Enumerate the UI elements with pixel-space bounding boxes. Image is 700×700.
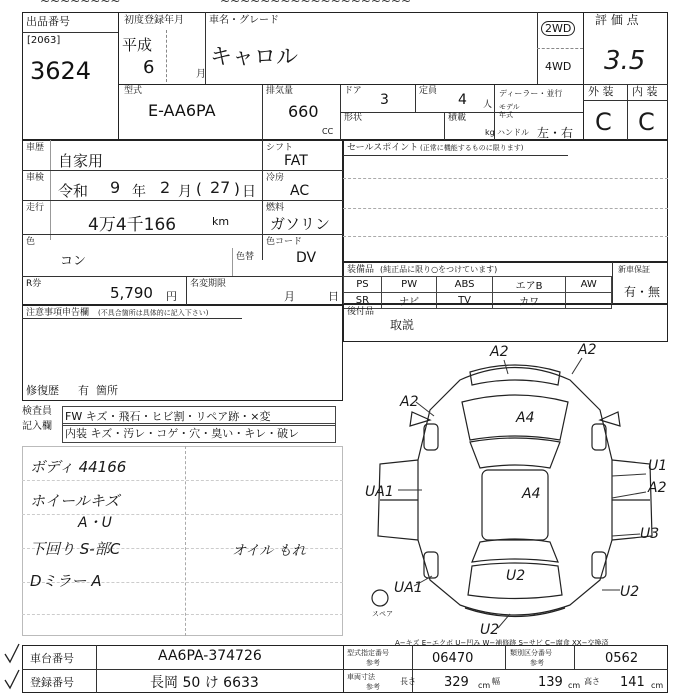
height-value: 141 [620,675,645,690]
ac-value: AC [290,183,310,199]
repair-value: 有 [78,384,89,397]
shape-label: 形状 [344,113,363,123]
shift-value: FAT [284,153,308,169]
mark-right-u3: U3 [640,526,660,542]
capacity-value: 4 [458,92,467,108]
color-swap-label: 色替 [236,252,255,262]
car-name: キャロル [210,45,299,70]
new-car-value: 有・無 [624,285,661,299]
sales-point-note: (正常に機能するものに限ります) [420,144,524,152]
mileage-value: 4万4千166 [88,215,177,235]
interior-value: C [638,108,655,136]
displacement-label: 排気量 [266,86,294,96]
equip-ps: PS [344,277,382,293]
color-label: 色 [26,237,36,247]
after-label: 後付品 [347,307,375,317]
handle-value: 左・右 [537,126,574,140]
fuel-label: 燃料 [266,203,285,213]
displacement-unit: CC [322,127,334,136]
inspect-paren-close: ) [234,180,240,198]
load-unit: kg [485,128,495,137]
new-car-label: 新車保証 [618,265,650,274]
model-label: 型式 [124,86,143,96]
height-label: 高さ [584,677,600,686]
plate-value: 長岡 50 け 6633 [150,675,259,691]
equipment-label: 装備品 [347,265,375,275]
mark-rear-left: UA1 [394,580,423,596]
mark-roof: A4 [522,486,541,502]
type-no-ref: 参考 [366,659,380,667]
mark-left-side: UA1 [365,484,394,500]
recycle-unit: 円 [166,290,177,303]
ac-label: 冷房 [266,173,285,183]
damage-legend: A−キズ E−エクボ U−凹み W−補修跡 S−サビ C−腐食 XX−交換済 [395,639,609,647]
note-line-4: 下回り S-部C [30,540,121,558]
mark-front-right: A2 [578,342,597,358]
score-value: 3.5 [604,46,646,76]
class-no-value: 0562 [605,651,639,666]
notes-frame [22,305,343,401]
mark-rear-right: U2 [620,584,640,600]
car-name-label: 車名・グレード [209,15,279,26]
model-year-label: モデル年式 [499,103,520,119]
mark-right-a2: A2 [648,480,667,496]
repair-suffix: 箇所 [96,384,118,397]
mark-bottom: U2 [480,622,500,638]
usage-label: 車歴 [26,143,45,153]
inspector-label-2: 記入欄 [22,421,52,432]
exterior-value: C [595,108,612,136]
interior-label: 内 装 [632,85,658,98]
exterior-label: 外 装 [588,85,614,98]
size-label: 車両寸法 [347,673,375,681]
equip-aw: AW [566,277,612,293]
class-no-ref: 参考 [530,659,544,667]
height-unit: cm [651,681,664,690]
equip-navi: ナビ [381,293,437,309]
registration-year: 6 [143,57,155,78]
type-no-label: 型式指定番号 [347,649,389,657]
usage-value: 自家用 [58,152,104,170]
inspect-label: 車検 [26,173,45,183]
note-line-3: A・U [78,515,112,531]
mark-corner-fl: A2 [400,394,419,410]
equip-leather: カワ [492,293,566,309]
shift-label: シフト [266,143,294,153]
length-label: 長さ [400,677,416,686]
drive-4wd: 4WD [545,60,572,73]
handle-label: ハンドル [497,128,529,137]
equip-tv: TV [437,293,492,309]
plate-label: 登録番号 [30,676,74,689]
width-label: 幅 [492,677,500,686]
name-change-day: 日 [328,290,339,303]
dealer-label: ディーラー・並行 [499,89,563,98]
mark-hood: A4 [516,410,535,426]
door-label: ドア [344,86,362,96]
equip-airbag: エアB [492,277,566,293]
inspector-label-1: 検査員 [22,406,52,417]
inspect-day-unit: 日 [242,184,256,200]
lot-label: 出品番号 [26,15,70,28]
inspect-month: 2 [160,178,171,197]
recycle-label: R券 [26,279,42,289]
model-value: E-AA6PA [148,101,216,120]
top-scribble: ~~~~~~~~ [40,0,121,8]
inspect-era: 令和 [58,182,89,200]
mark-right-upper: U1 [648,458,668,474]
color-code-value: DV [296,250,317,266]
inspect-year: 9 [110,178,121,197]
spare-label: スペア [372,610,393,618]
inspect-month-unit: 月 [178,184,192,200]
chassis-label: 車台番号 [30,652,74,665]
note-line-1: ボディ 44166 [30,458,127,476]
car-damage-diagram [350,340,680,640]
registration-era: 平成 [122,36,153,54]
mileage-label: 走行 [26,203,45,213]
footer-checkmarks [2,640,22,696]
length-value: 329 [444,675,469,690]
mileage-unit: km [212,215,230,228]
note-line-2: ホイールキズ [30,492,120,510]
note-line-5: オイル もれ [232,543,306,559]
registration-label: 初度登録年月 [124,15,184,26]
notes-label: 注意事項申告欄 [26,308,90,318]
lot-code: [2063] [27,35,61,46]
drive-2wd: 2WD [541,21,575,36]
equip-sr: SR [344,293,382,309]
name-change-month: 月 [284,290,295,303]
sales-point-frame [343,140,668,262]
lot-number: 3624 [30,57,92,85]
repair-label: 修復歴 [26,384,59,397]
equip-pw: PW [381,277,437,293]
length-unit: cm [478,681,491,690]
note-line-6: Dミラー A [30,572,102,590]
recycle-value: 5,790 [110,284,153,302]
mark-front-left: A2 [490,344,509,360]
capacity-unit: 人 [483,100,493,110]
inspect-year-unit: 年 [132,184,146,200]
color-value: コン [60,254,87,269]
score-label: 評 価 点 [595,13,639,27]
registration-month-unit: 月 [196,69,206,80]
door-value: 3 [380,92,389,108]
inspect-paren-open: ( [196,180,202,198]
equip-abs: ABS [437,277,492,293]
name-change-label: 名変期限 [190,279,227,289]
displacement-value: 660 [288,102,319,121]
chassis-value: AA6PA-374726 [158,648,262,664]
notes-note: (不具合箇所は具体的に記入下さい) [98,309,209,317]
size-ref: 参考 [366,683,380,691]
equipment-note: (純正品に限り○をつけています) [380,265,498,274]
load-label: 積載 [448,113,467,123]
after-value: 取説 [390,318,415,332]
top-right-scribble: ~~~~~~~~~~~~~~~~~~~ [220,0,412,8]
inspector-row-2: 内装 キズ・汚レ・コゲ・穴・臭い・キレ・破レ [62,423,336,443]
mark-rear-u2: U2 [506,568,526,584]
width-unit: cm [568,681,581,690]
fuel-value: ガソリン [270,215,331,233]
color-code-label: 色コード [266,237,303,247]
inspector-row-1: FW キズ・飛石・ヒビ割・リペア跡・×変 [62,406,336,426]
type-no-value: 06470 [432,651,474,666]
class-no-label: 類別区分番号 [510,649,552,657]
width-value: 139 [538,675,563,690]
sales-point-label: セールスポイント [347,143,419,153]
inspect-day: 27 [210,178,231,197]
capacity-label: 定員 [419,86,438,96]
